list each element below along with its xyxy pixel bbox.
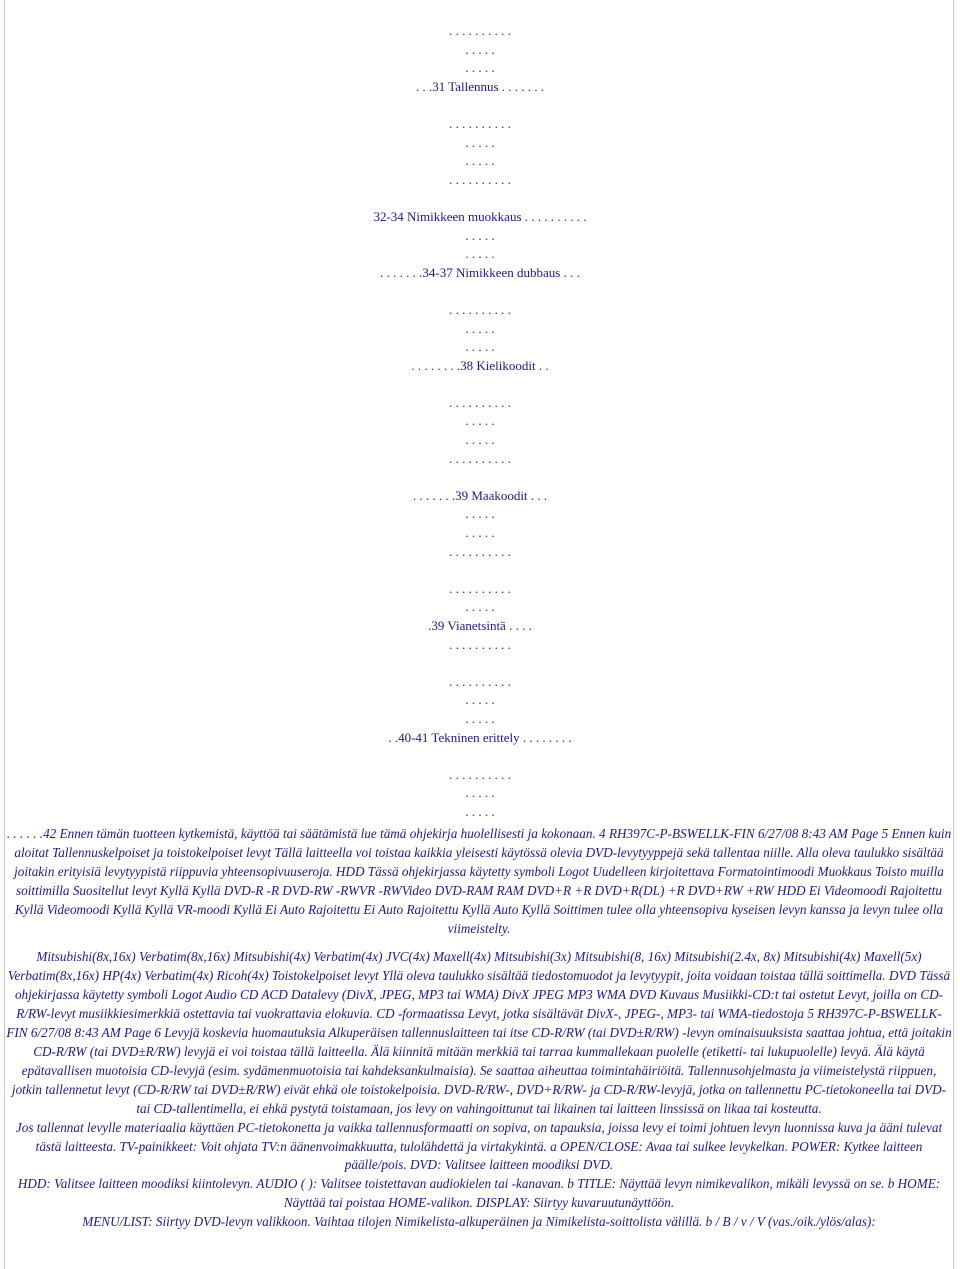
paragraph-disc-types: . . . . . .42 Ennen tämän tuotteen kytkemistä, käyttöä tai säätämistä lue tämä ohjekirja huolellisesti ja kokonaan. 4 RH397C-P-BSWELLK-FIN 6/27/08 8:43 AM Page 5 Ennen kuin aloitat Tallennuskelpoiset ja toistokelpoiset levyt Tällä laitteella voi toistaa kaikkia yleisesti käytössä olevia DVD-levytyyppejä sekä tallentaa niille. Alla oleva taulukko sisältää joitakin erityisiä levytyypistä riippuvia yhteensopivuuseroja. HDD Tässä ohjekirjassa käytetty symboli Logot Uudelleen kirjoitettava Formatointimoodi Muokkaus Toisto muilla soittimilla Suositellut levyt Kyllä Kyllä DVD-R -R DVD-RW -RWVR -RWVideo DVD-RAM RAM DVD+R +R DVD+R(DL) +R DVD+RW +RW HDD Ei Videomoodi Rajoitettu Kyllä Videomoodi Kyllä Kyllä VR-moodi Kyllä Ei Auto Rajoitettu Ei Auto Rajoitettu Kyllä Auto Kyllä Soittimen tulee olla yhteensopiva kyseisen levyn kanssa ja levyn tulee olla viimeistelty.	[6, 826, 952, 936]
toc-line: . . . . . . . . . .	[449, 171, 511, 187]
toc-line	[0, 654, 960, 673]
toc-line: . . . . .	[465, 692, 495, 708]
toc-line: . . . . .	[465, 525, 495, 541]
toc-line: . . . . . . . . . .	[449, 115, 511, 131]
toc-line	[0, 189, 960, 208]
toc-line: . . . . .	[465, 227, 495, 243]
table-of-contents	[0, 22, 960, 822]
toc-line	[0, 96, 960, 115]
toc-line: . . . . . . . . . .	[449, 673, 511, 689]
toc-line: . . . . . . . . . .	[449, 766, 511, 782]
toc-line: . . . . .	[465, 803, 495, 819]
toc-line: . . . . .	[465, 134, 495, 150]
toc-line: . . .31 Tallennus . . . . . . .	[415, 78, 545, 94]
toc-line: . . . . .	[465, 41, 495, 57]
toc-line: . . . . . . . . . .	[449, 301, 511, 317]
document-body	[6, 825, 952, 1232]
toc-line	[0, 468, 960, 487]
toc-line	[0, 375, 960, 394]
toc-line: . . . . .	[465, 320, 495, 336]
toc-line: . .40-41 Tekninen erittely . . . . . . . .	[388, 729, 572, 745]
toc-line: . . . . .	[465, 413, 495, 429]
toc-line: . . . . . . .39 Maakoodit . . .	[412, 487, 548, 503]
toc-line: . . . . . . . . . .	[449, 394, 511, 410]
toc-line: . . . . . . .34-37 Nimikkeen dubbaus . . .	[380, 264, 580, 280]
toc-line: . . . . .	[465, 785, 495, 801]
toc-line: . . . . .	[465, 432, 495, 448]
toc-line: . . . . .	[465, 153, 495, 169]
toc-line: . . . . . . . . . .	[449, 543, 511, 559]
toc-line	[0, 747, 960, 766]
toc-line: . . . . . . . .38 Kielikoodit . .	[411, 357, 549, 373]
toc-line: . . . . . . . . . .	[449, 636, 511, 652]
toc-line: . . . . .	[465, 246, 495, 262]
toc-line: . . . . .	[465, 599, 495, 615]
paragraph-pc-recording: Jos tallennat levylle materiaalia käyttäen PC-tietokonetta ja vaikka tallennusformaatti on sopiva, on tapauksia, joissa levy ei toimi johtuen levyn luonnissa kuva ja ääni tulevat tästä laitteesta. TV-painikkeet: Voit ohjata TV:n äänenvoimakkuutta, tulolähdettä ja virtakykintä. a OPEN/CLOSE: Avaa tai sulkee levykelkan. POWER: Kytkee laitteen päälle/pois. DVD: Valitsee laitteen moodiksi DVD.	[15, 1119, 943, 1173]
toc-line	[0, 561, 960, 580]
paragraph-recommended-discs: Mitsubishi(8x,16x) Verbatim(8x,16x) Mitsubishi(4x) Verbatim(4x) JVC(4x) Maxell(4x) Mitsubishi(3x) Mitsubishi(8, 16x) Mitsubishi(2.4x, 8x) Mitsubishi(4x) Maxell(5x) Verbatim(8x,16x) HP(4x) Verbatim(4x) Ricoh(4x) Toistokelpoiset levyt Yllä oleva taulukko sisältää tiedostomuodot ja levytyypit, joita voidaan toistaa tällä soittimella. DVD Tässä ohjekirjassa käytetty symboli Logot Audio CD ACD Datalevy (DivX, JPEG, MP3 tai WMA) DivX JPEG MP3 WMA DVD Kuvaus Musiikki-CD:t tai ostetut Levyt, joilla on CD-R/RW-levyt musiikkiesimerkkiä ostettavia tai vuokrattavia elokuvia. CD -formaatissa Levyt, jotka sisältävät DivX-, JPEG-, MP3- tai WMA-tiedostoja 5 RH397C-P-BSWELLK-FIN 6/27/08 8:43 AM Page 6 Levyjä koskevia huomautuksia Alkuperäisen tallennuslaitteen tai itse CD-R/RW (tai DVD±R/RW) -levyn ominaisuuksista saattaa johtua, että joitakin CD-R/RW (tai DVD±R/RW) levyjä ei voi toistaa tällä laitteella. Älä kiinnitä mitään merkkiä tai tarraa kummallekaan puolelle (etiketti- tai lukupuolelle) levyä. Älä käytä epätavallisen muotoisia CD-levyjä (esim. sydämenmuotoisia tai kahdeksankulmaisia). Se saattaa aiheuttaa toimintahäiriöitä. Tallennusohjelmasta ja viimeistelystä riippuen, jotkin tallennetut levyt (CD-R/RW tai DVD±R/RW) eivät ehkä ole toistokelpoisia. DVD-R/RW-, DVD+R/RW- ja CD-R/RW-levyjä, jotka on tallennettu PC-tietokoneella tai DVD- tai CD-tallentimella, ei ehkä pystytä toistamaan, jos levy on vahingoittunut tai likainen tai laitteen linssissä on likaa tai kosteutta.	[6, 949, 952, 1116]
toc-line: .39 Vianetsintä . . . .	[428, 618, 532, 633]
paragraph-spacer	[6, 938, 952, 948]
paragraph-menu-list: MENU/LIST: Siirtyy DVD-levyn valikkoon. Vaihtaa tilojen Nimikelista-alkuperäinen ja Nimikelista-soittolista välillä. b / B / v / V (vas./oik./ylös/alas):	[82, 1214, 876, 1230]
toc-line	[0, 282, 960, 301]
toc-line: . . . . . . . . . .	[449, 580, 511, 596]
toc-line: . . . . . . . . . .	[449, 450, 511, 466]
paragraph-remote-buttons: HDD: Valitsee laitteen moodiksi kiintolevyn. AUDIO ( ): Valitsee toistettavan audiokielen tai -kanavan. b TITLE: Näyttää levyn nimikevalikon, mikäli levyssä on se. b HOME: Näyttää tai poistaa HOME-valikon. DISPLAY: Siirtyy kuvaruutunäyttöön.	[17, 1176, 941, 1211]
toc-line: . . . . .	[465, 710, 495, 726]
toc-line: . . . . .	[465, 60, 495, 76]
toc-line: 32-34 Nimikkeen muokkaus . . . . . . . . . .	[373, 208, 587, 224]
toc-line: . . . . .	[465, 506, 495, 522]
toc-line: . . . . .	[465, 339, 495, 355]
toc-line: . . . . . . . . . .	[449, 23, 511, 38]
